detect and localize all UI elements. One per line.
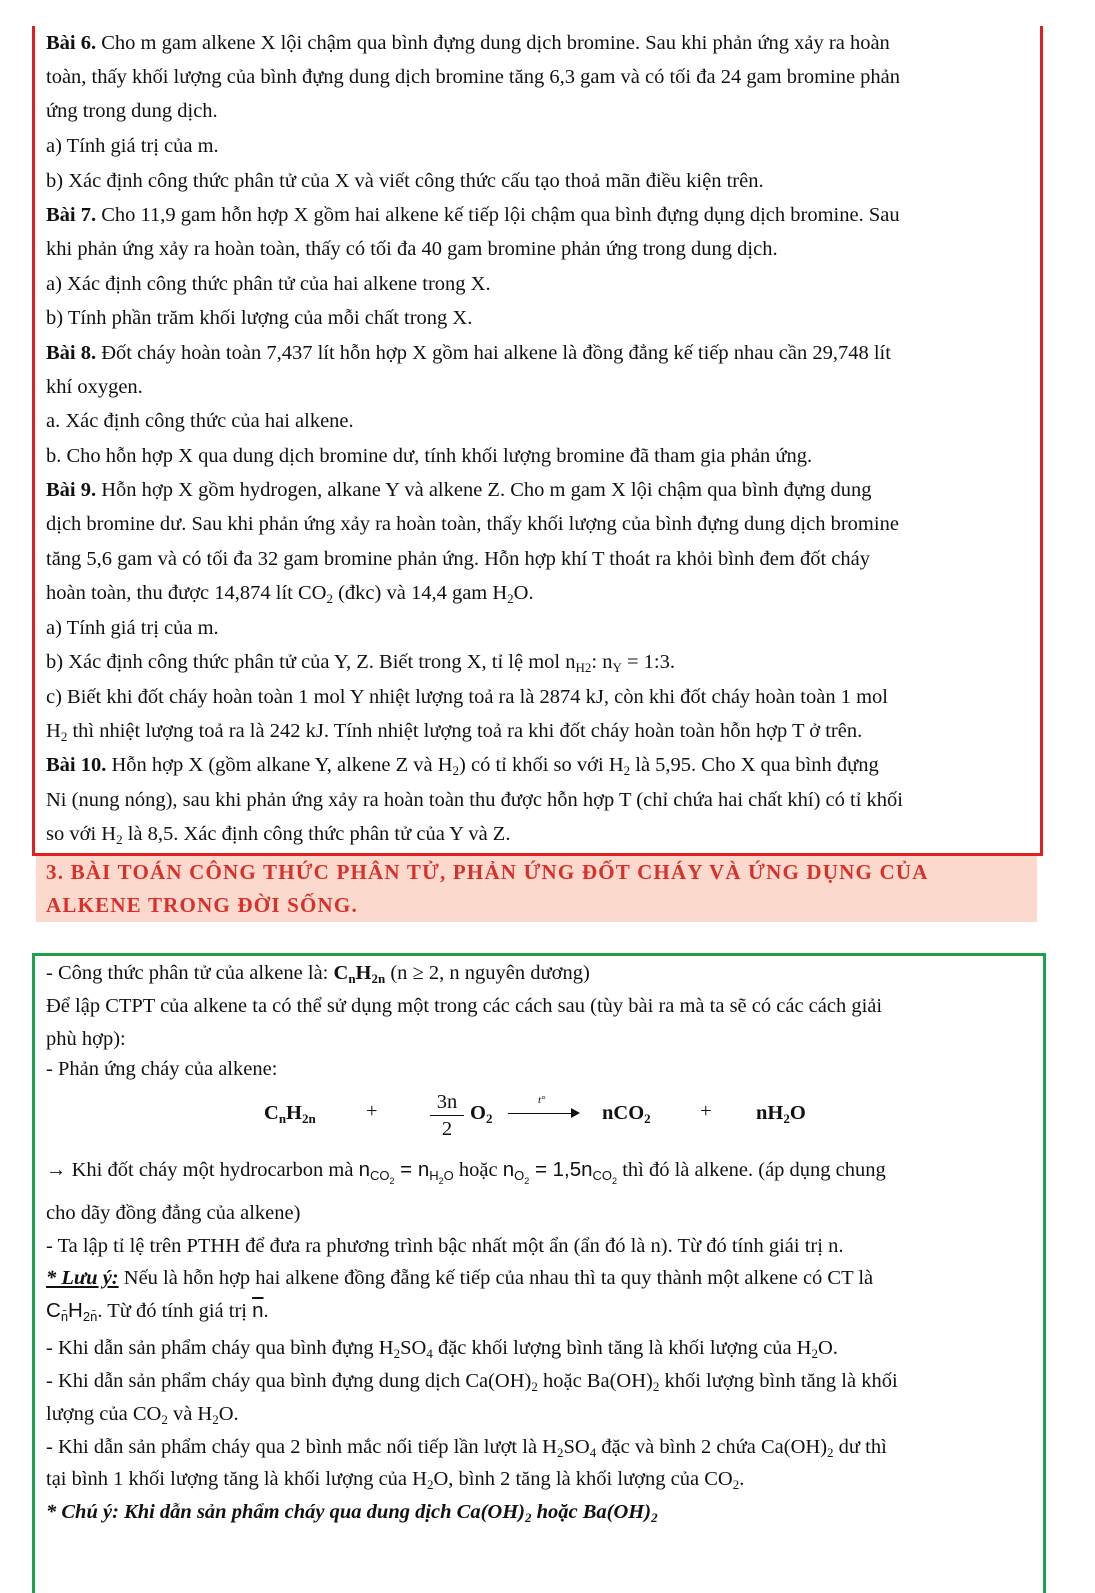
eq-condition: t° — [538, 1094, 546, 1106]
b6-line3: ứng trong dung dịch. — [46, 100, 218, 122]
theory-two-bottles: - Khi dẫn sản phẩm cháy qua 2 bình mắc nối tiếp lần lượt là $H_2SO_4$ đặc và bình 2 chứa $Ca(OH)_2$ dư thì — [46, 1436, 887, 1460]
section-heading-line1: 3. BÀI TOÁN CÔNG THỨC PHÂN TỬ, PHẢN ỨNG ĐỐT CHÁY VÀ ỨNG DỤNG CỦA — [46, 860, 929, 884]
theory-note: * Lưu ý: Nếu là hỗn hợp hai alkene đồng đẵng kế tiếp của nhau thì ta quy thành một alkene có CT là — [46, 1267, 874, 1289]
b9-line2: dịch bromine dư. Sau khi phản ứng xảy ra hoàn toàn, thấy khối lượng của bình đựng dung dịch bromine — [46, 513, 899, 535]
eq-product-co2: nCO$_2$ — [602, 1102, 651, 1126]
b9-question-a: a) Tính giá trị của m. — [46, 617, 219, 639]
b10-line1: Bài 10. Hỗn hợp X (gồm alkane Y, alkene Z và $H_2$) có tỉ khối so với $H_2$ là 5,95. Cho X qua bình đựng — [46, 754, 879, 778]
eq-plus-2: + — [700, 1100, 712, 1122]
b6-question-a: a) Tính giá trị của m. — [46, 135, 219, 157]
b8-question-b: b. Cho hỗn hợp X qua dung dịch bromine dư, tính khối lượng bromine đã tham gia phản ứng. — [46, 445, 813, 467]
b8-line2: khí oxygen. — [46, 376, 143, 398]
b9-question-b: b) Xác định công thức phân tử của Y, Z. Biết trong X, tỉ lệ mol $n_{H2}$: $n_Y$ = 1:3. — [46, 651, 675, 675]
theory-caoh2-2: lượng của $CO_2$ và $H_2O$. — [46, 1403, 239, 1427]
eq-plus-1: + — [366, 1100, 378, 1122]
eq-oxygen: $O_2$ — [470, 1102, 493, 1126]
b9-question-c2: $H_2$ thì nhiệt lượng toả ra là 242 kJ. Tính nhiệt lượng toả ra khi đốt cháy hoàn toàn hỗn hợp T ở trên. — [46, 720, 863, 744]
theory-note-2: $C_{n̄}H_{2n̄}$. Từ đó tính giá trị $\overline{n}$. — [46, 1299, 269, 1324]
theory-formula-line: - Công thức phân tử của alkene là: $C_nH_{2n}$ (n ≥ 2, n nguyên dương) — [46, 962, 590, 986]
b7-line1: Bài 7. Cho 11,9 gam hỗn hợp X gồm hai alkene kế tiếp lội chậm qua bình đựng dụng dịch bromine. Sau — [46, 204, 900, 226]
b6-question-b: b) Xác định công thức phân tử của X và viết công thức cấu tạo thoả mãn điều kiện trên. — [46, 170, 764, 192]
theory-combustion-title: - Phản ứng cháy của alkene: — [46, 1058, 278, 1080]
b9-line4: hoàn toàn, thu được 14,874 lít $CO_2$ (đkc) và 14,4 gam $H_2O$. — [46, 582, 534, 606]
b7-line2: khi phản ứng xảy ra hoàn toàn, thấy có tối đa 40 gam bromine phản ứng trong dung dịch. — [46, 238, 778, 260]
theory-caoh2: - Khi dẫn sản phẩm cháy qua bình đựng dung dịch $Ca(OH)_2$ hoặc $Ba(OH)_2$ khối lượng bình tăng là khối — [46, 1370, 898, 1394]
b10-line2: Ni (nung nóng), sau khi phản ứng xảy ra hoàn toàn thu được hỗn hợp T (chỉ chứa hai chất khí) có tỉ khối — [46, 789, 903, 811]
b7-question-b: b) Tính phần trăm khối lượng của mỗi chất trong X. — [46, 307, 473, 329]
b9-question-c1: c) Biết khi đốt cháy hoàn toàn 1 mol Y nhiệt lượng toả ra là 2874 kJ, còn khi đốt cháy hoàn toàn 1 mol — [46, 686, 888, 708]
eq-reactant: $C_nH_{2n}$ — [264, 1102, 316, 1126]
b10-line3: so với $H_2$ là 8,5. Xác định công thức phân tử của Y và Z. — [46, 823, 511, 847]
theory-ratio: - Ta lập tỉ lệ trên PTHH để đưa ra phương trình bậc nhất một ẩn (ẩn đó là n). Từ đó tính giái trị n. — [46, 1235, 844, 1257]
b8-line1: Bài 8. Đốt cháy hoàn toàn 7,437 lít hỗn hợp X gồm hai alkene là đồng đẳng kế tiếp nhau cần 29,748 lít — [46, 342, 891, 364]
b6-line2: toàn, thấy khối lượng của bình đựng dung dịch bromine tăng 6,3 gam và có tối đa 24 gam bromine phản — [46, 66, 901, 88]
theory-note-alkene-2: cho dãy đồng đẳng của alkene) — [46, 1202, 301, 1224]
eq-fraction: 3n 2 — [430, 1090, 464, 1141]
eq-product-h2o: $nH_2O$ — [756, 1102, 806, 1126]
section-heading-line2: ALKENE TRONG ĐỜI SỐNG. — [46, 893, 358, 917]
eq-arrow — [508, 1113, 578, 1114]
theory-caution: * Chú ý: Khi dẫn sản phẩm cháy qua dung dịch $Ca(OH)_2$ hoặc $Ba(OH)_2$ — [46, 1501, 658, 1525]
theory-para2: phù hợp): — [46, 1028, 126, 1050]
b9-line1: Bài 9. Hỗn hợp X gồm hydrogen, alkane Y và alkene Z. Cho m gam X lội chậm qua bình đựng dung — [46, 479, 872, 501]
theory-para1: Để lập CTPT của alkene ta có thể sử dụng một trong các cách sau (tùy bài ra mà ta sẽ có các cách giải — [46, 995, 883, 1017]
b8-question-a: a. Xác định công thức của hai alkene. — [46, 410, 354, 432]
theory-h2so4: - Khi dẫn sản phẩm cháy qua bình đựng $H_2SO_4$ đặc khối lượng bình tăng là khối lượng của $H_2O$. — [46, 1337, 838, 1361]
theory-note-alkene: → Khi đốt cháy một hydrocarbon mà $n_{CO_2} = n_{H_2O}$ hoặc $n_{O_2} = 1,5n_{CO_2}$ thì đó là alkene. (áp dụng chung — [46, 1158, 886, 1186]
b7-question-a: a) Xác định công thức phân tử của hai alkene trong X. — [46, 273, 491, 295]
theory-two-bottles-2: tại bình 1 khối lượng tăng là khối lượng của $H_2O$, bình 2 tăng là khối lượng của $CO_2$. — [46, 1468, 745, 1492]
b6-line1: Bài 6. Cho m gam alkene X lội chậm qua bình đựng dung dịch bromine. Sau khi phản ứng xảy ra hoàn — [46, 32, 890, 54]
b9-line3: tăng 5,6 gam và có tối đa 32 gam bromine phản ứng. Hỗn hợp khí T thoát ra khỏi bình đem đốt cháy — [46, 548, 870, 570]
